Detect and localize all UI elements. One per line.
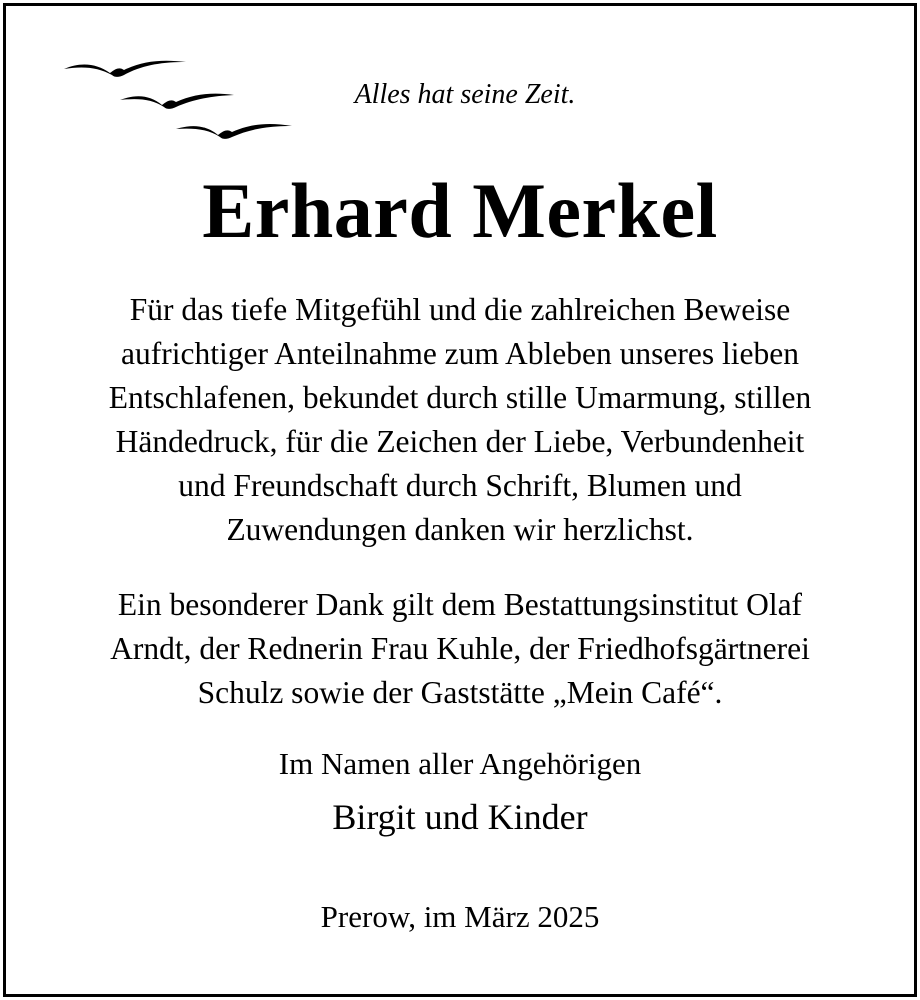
motto: Alles hat seine Zeit. xyxy=(354,79,576,110)
thanks-line: Entschlafenen, bekundet durch stille Umarmung, stillen xyxy=(108,380,812,415)
family-signature: Birgit und Kinder xyxy=(332,797,588,837)
special-thanks-paragraph xyxy=(46,583,874,715)
notice-frame xyxy=(3,3,917,997)
thanks-paragraph xyxy=(46,288,874,552)
special-thanks-line: Schulz sowie der Gaststätte „Mein Café“. xyxy=(197,675,723,710)
deceased-name: Erhard Merkel xyxy=(202,167,718,254)
thanks-line: und Freundschaft durch Schrift, Blumen und xyxy=(178,468,742,503)
special-thanks-line: Arndt, der Rednerin Frau Kuhle, der Friedhofsgärtnerei xyxy=(110,631,810,666)
thanks-line: Händedruck, für die Zeichen der Liebe, Verbundenheit xyxy=(115,424,805,459)
place-date: Prerow, im März 2025 xyxy=(320,899,600,934)
thanks-line: Für das tiefe Mitgefühl und die zahlreichen Beweise xyxy=(129,292,791,327)
special-thanks-line: Ein besonderer Dank gilt dem Bestattungsinstitut Olaf xyxy=(117,587,803,622)
thanks-line: aufrichtiger Anteilnahme zum Ableben unseres lieben xyxy=(121,336,799,371)
closing-line: Im Namen aller Angehörigen xyxy=(278,746,642,781)
thanks-line: Zuwendungen danken wir herzlichst. xyxy=(226,512,694,547)
